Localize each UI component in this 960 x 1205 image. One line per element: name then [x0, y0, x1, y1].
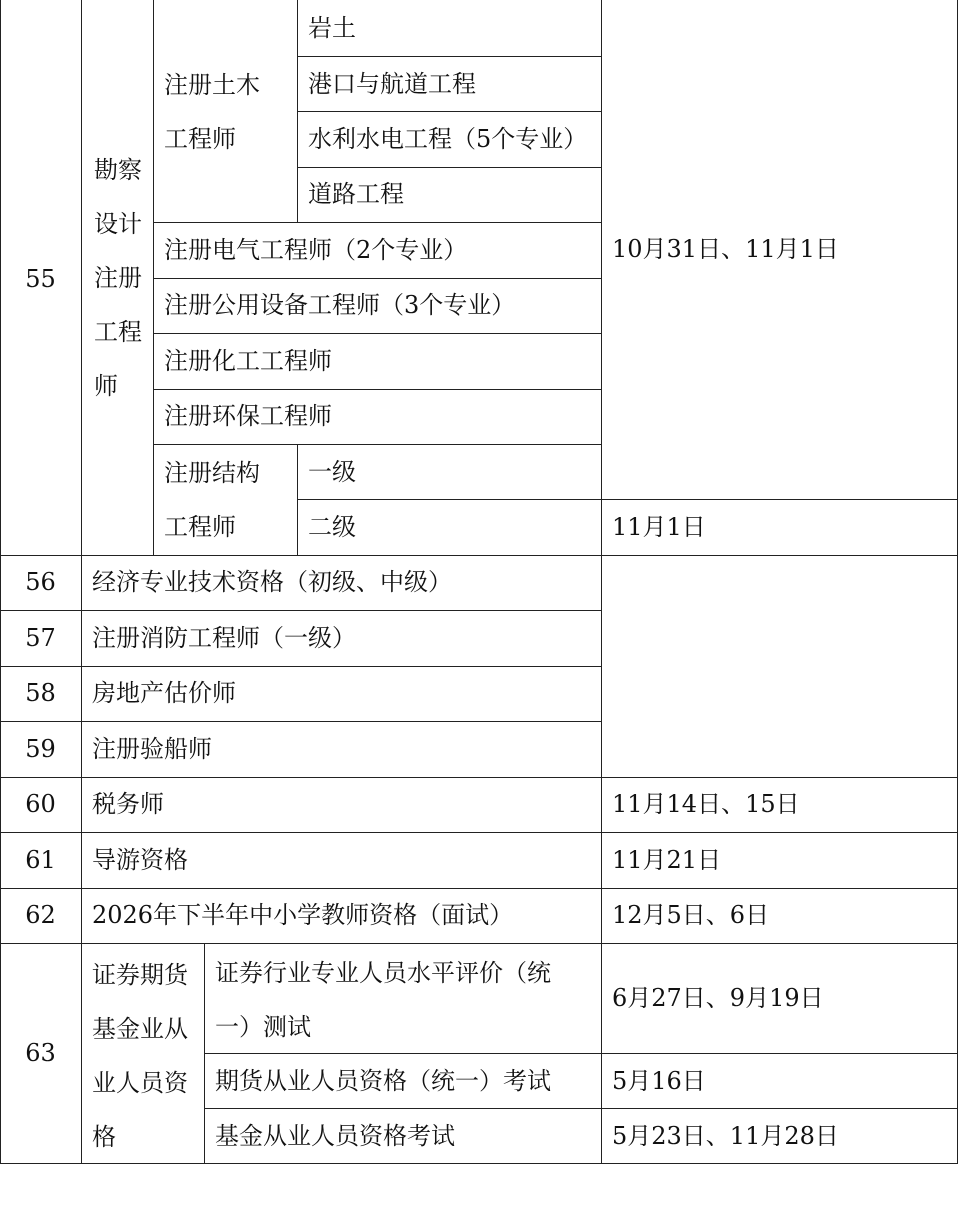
exam-date: 5月23日、11月28日	[612, 1122, 839, 1150]
exam-date: 11月21日	[612, 846, 722, 874]
exam-date: 5月16日	[612, 1067, 706, 1095]
row-number: 58	[25, 679, 56, 707]
label-line: 注册土木	[164, 71, 260, 99]
row-number: 55	[25, 265, 56, 293]
level-cell: 一级	[308, 458, 356, 486]
row-number: 61	[25, 846, 56, 874]
exam-date: 6月27日、9月19日	[612, 984, 824, 1012]
category-line: 注册	[94, 264, 142, 292]
exam-name	[205, 944, 601, 1054]
exam-name: 税务师	[92, 790, 164, 818]
exam-date: 11月14日、15日	[612, 790, 800, 818]
exam-name: 经济专业技术资格（初级、中级）	[92, 568, 452, 596]
grid-line	[957, 0, 958, 1164]
label-line: 工程师	[164, 513, 236, 541]
category-label	[82, 948, 204, 1164]
row-number: 62	[25, 901, 56, 929]
row-number: 57	[25, 624, 56, 652]
row-number: 60	[25, 790, 56, 818]
subject-cell: 岩土	[308, 14, 356, 42]
exam-date: 11月1日	[612, 513, 706, 541]
label-line: 注册结构	[164, 459, 260, 487]
category-line: 设计	[94, 210, 142, 238]
category-line: 格	[92, 1123, 116, 1151]
subject-cell: 注册电气工程师（2个专业）	[164, 236, 468, 264]
name-line: 一）测试	[215, 1013, 311, 1041]
row-number: 63	[25, 1039, 56, 1067]
subject-cell: 道路工程	[308, 180, 404, 208]
exam-name: 房地产估价师	[92, 679, 236, 707]
name-line: 证券行业专业人员水平评价（统	[215, 959, 551, 987]
category-label	[82, 143, 153, 413]
category-line: 勘察	[94, 156, 142, 184]
row-number: 56	[25, 568, 56, 596]
civil-engineer-label	[154, 58, 297, 166]
category-line: 基金业从	[92, 1015, 188, 1043]
exam-name: 2026年下半年中小学教师资格（面试）	[92, 901, 514, 929]
exam-date: 12月5日、6日	[612, 901, 770, 929]
subject-cell: 港口与航道工程	[308, 70, 476, 98]
exam-name: 注册验船师	[92, 735, 212, 763]
subject-cell: 注册环保工程师	[164, 402, 332, 430]
exam-name: 导游资格	[92, 846, 188, 874]
subject-cell: 水利水电工程（5个专业）	[308, 125, 588, 153]
subject-cell: 注册公用设备工程师（3个专业）	[164, 291, 516, 319]
label-line: 工程师	[164, 125, 236, 153]
exam-name: 期货从业人员资格（统一）考试	[215, 1067, 551, 1095]
structural-engineer-label	[154, 446, 297, 554]
category-line: 师	[94, 372, 118, 400]
level-cell: 二级	[308, 513, 356, 541]
category-line: 工程	[94, 318, 142, 346]
subject-cell: 注册化工工程师	[164, 347, 332, 375]
category-line: 证券期货	[92, 961, 188, 989]
category-line: 业人员资	[92, 1069, 188, 1097]
row-number: 59	[25, 735, 56, 763]
exam-name: 基金从业人员资格考试	[215, 1122, 455, 1150]
exam-name: 注册消防工程师（一级）	[92, 624, 356, 652]
exam-date: 10月31日、11月1日	[612, 235, 839, 263]
